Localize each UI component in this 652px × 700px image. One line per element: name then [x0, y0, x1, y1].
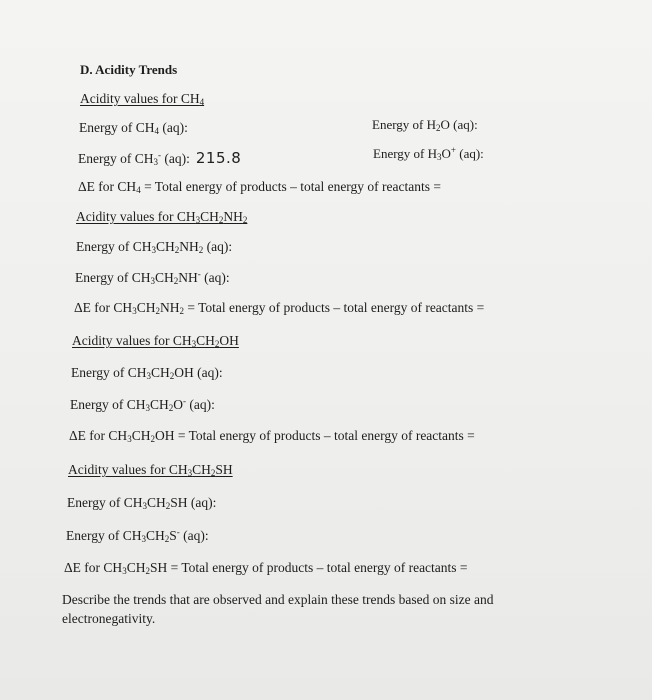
ethanethiol-delta-e: ΔE for $CH_3CH_2SH$ = Total energy of products – total energy of reactants = [64, 560, 468, 576]
handwritten-value: 215.8 [195, 149, 242, 167]
methane-delta-e: ΔE for $CH_4$ = Total energy of products – total energy of reactants = [78, 179, 442, 195]
ethylamine-delta-e: ΔE for $CH_3CH_2NH_2$ = Total energy of products – total energy of reactants = [74, 300, 485, 316]
ethanethiol-energy-acid: Energy of $CH_3CH_2SH$ (aq): [67, 495, 217, 511]
ethanol-energy-acid: Energy of $CH_3CH_2OH$ (aq): [71, 365, 223, 381]
water-energy-h2o: Energy of $H_2O$ (aq): [372, 117, 478, 133]
ethanethiol-energy-base: Energy of $CH_3CH_2S^-$ (aq): [66, 527, 209, 544]
ethanol-energy-base: Energy of $CH_3CH_2O^-$ (aq): [70, 396, 215, 413]
question-line-1: Describe the trends that are observed and explain these trends based on size and [62, 592, 494, 607]
ethylamine-energy-acid: Energy of $CH_3CH_2NH_2$ (aq): [76, 239, 233, 255]
methane-energy-acid: Energy of $CH_4$ (aq): [79, 120, 188, 136]
ethylamine-energy-base: Energy of $CH_3CH_2NH^-$ (aq): [75, 269, 230, 286]
question-line-2: electronegativity. [62, 611, 156, 626]
section-title: D. Acidity Trends [80, 62, 178, 77]
methane-heading: Acidity values for $CH_4$ [80, 91, 205, 107]
ethylamine-heading: Acidity values for $CH_3CH_2NH_2$ [76, 209, 248, 225]
ethanethiol-heading: Acidity values for $CH_3CH_2SH$ [68, 462, 233, 478]
methane-energy-base: Energy of $CH_3^-$ (aq): 215.8 [78, 149, 242, 167]
ethanol-heading: Acidity values for $CH_3CH_2OH$ [72, 333, 239, 349]
ethanol-delta-e: ΔE for $CH_3CH_2OH$ = Total energy of products – total energy of reactants = [69, 428, 475, 444]
question-text [62, 590, 582, 628]
water-energy-h3o: Energy of $H_3O^+$ (aq): [373, 145, 484, 162]
